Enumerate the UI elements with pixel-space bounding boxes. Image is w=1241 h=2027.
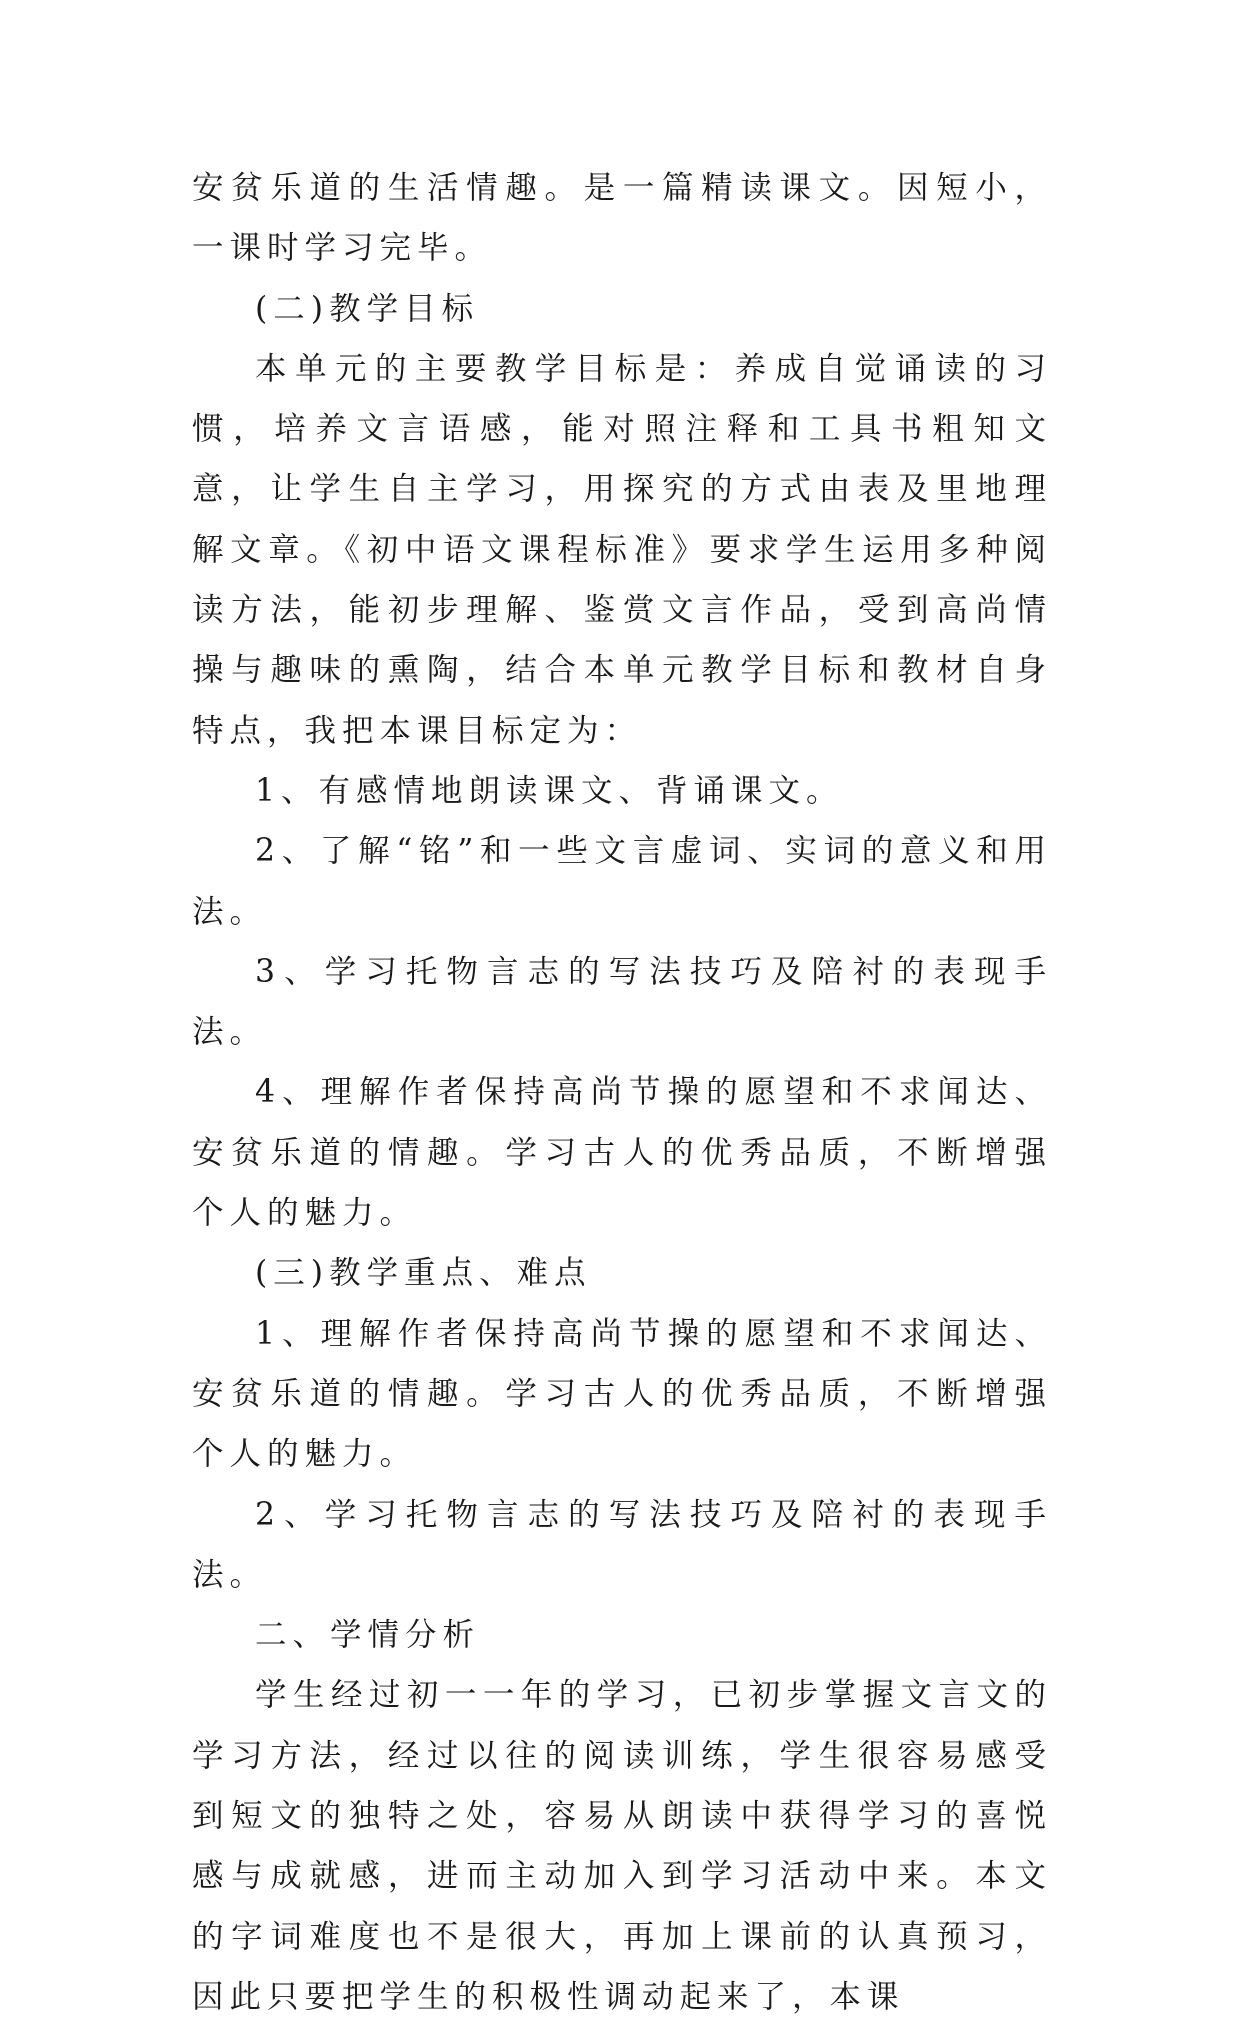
paragraph-student-analysis: 学生经过初一一年的学习，已初步掌握文言文的学习方法，经过以往的阅读训练，学生很容易感受到短文的独特之处，容易从朗读中获得学习的喜悦感与成就感，进而主动加入到学习活动中来。本文的字词难度也不是很大，再加上课前的认真预习，因此只要把学生的积极性调动起来了，本课 [192,1677,1052,2015]
goal-item-3: 3、学习托物言志的写法技巧及陪衬的表现手法。 [192,953,1052,1051]
key-point-item-2: 2、学习托物言志的写法技巧及陪衬的表现手法。 [192,1496,1052,1593]
heading-key-points: (三)教学重点、难点 [255,1255,592,1292]
goal-item-1: 1、有感情地朗读课文、背诵课文。 [255,772,844,809]
goal-item-4: 4、理解作者保持高尚节操的愿望和不求闻达、安贫乐道的情趣。学习古人的优秀品质，不断增强个人的魅力。 [192,1074,1052,1232]
goal-item-2: 2、了解“铭”和一些文言虚词、实词的意义和用法。 [192,833,1052,930]
heading-teaching-goals: (二)教学目标 [255,290,480,327]
heading-student-analysis: 二、学情分析 [255,1617,481,1654]
document-body [192,158,1052,2027]
paragraph-unit-goals: 本单元的主要教学目标是：养成自觉诵读的习惯，培养文言语感，能对照注释和工具书粗知文意，让学生自主学习，用探究的方式由表及里地理解文章。《初中语文课程标准》要求学生运用多种阅读方法，能初步理解、鉴赏文言作品，受到高尚情操与趣味的熏陶，结合本单元教学目标和教材自身特点，我把本课目标定为： [192,350,1052,749]
key-point-item-1: 1、理解作者保持高尚节操的愿望和不求闻达、安贫乐道的情趣。学习古人的优秀品质，不断增强个人的魅力。 [192,1315,1052,1473]
paragraph-intro-continuation: 安贫乐道的生活情趣。是一篇精读课文。因短小，一课时学习完毕。 [192,170,1052,267]
